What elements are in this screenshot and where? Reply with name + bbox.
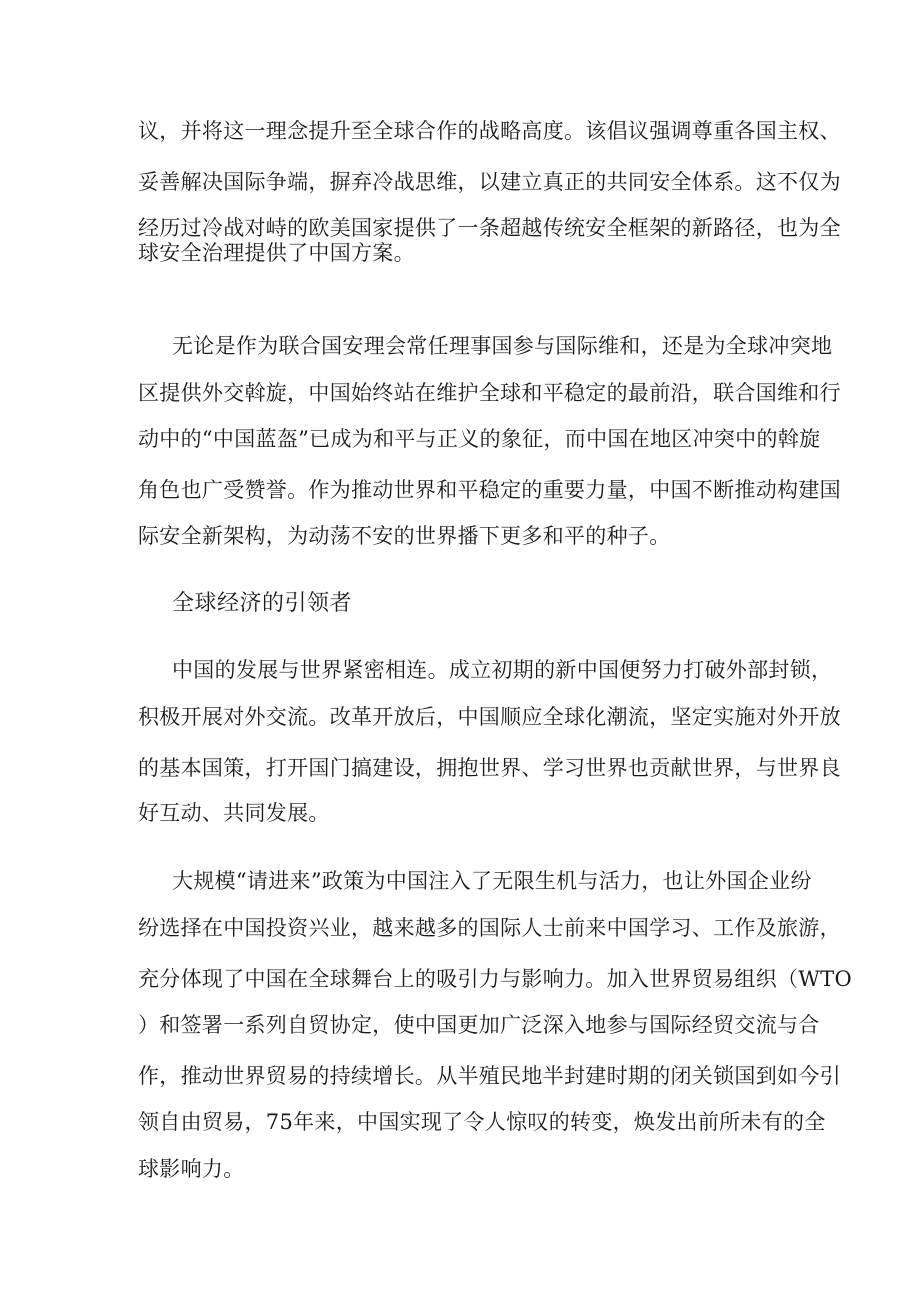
paragraph-line: 角色也广受赞誉。作为推动世界和平稳定的重要力量，中国不断推动构建国 bbox=[138, 478, 841, 502]
paragraph-line: 积极开展对外交流。改革开放后，中国顺应全球化潮流，坚定实施对外开放 bbox=[138, 705, 841, 729]
paragraph-line: 议，并将这一理念提升至全球合作的战略高度。该倡议强调尊重各国主权、 bbox=[138, 119, 841, 143]
paragraph-line: 的基本国策，打开国门搞建设，拥抱世界、学习世界也贡献世界，与世界良 bbox=[138, 756, 841, 780]
paragraph-line: 纷选择在中国投资兴业，越来越多的国际人士前来中国学习、工作及旅游， bbox=[138, 916, 841, 940]
paragraph-line: 经历过冷战对峙的欧美国家提供了一条超越传统安全框架的新路径，也为全 bbox=[138, 216, 841, 240]
paragraph-line: 动中的“中国蓝盔”已成为和平与正义的象征，而中国在地区冲突中的斡旋 bbox=[138, 427, 821, 451]
paragraph-line: 球影响力。 bbox=[138, 1157, 245, 1181]
paragraph-line: 充分体现了中国在全球舞台上的吸引力与影响力。加入世界贸易组织（WTO bbox=[138, 967, 853, 991]
paragraph-line: 区提供外交斡旋，中国始终站在维护全球和平稳定的最前沿，联合国维和行 bbox=[138, 381, 841, 405]
section-heading: 全球经济的引领者 bbox=[172, 591, 353, 616]
paragraph-line: 领自由贸易，75年来，中国实现了令人惊叹的转变，焕发出前所未有的全 bbox=[138, 1110, 826, 1134]
paragraph-line: 作，推动世界贸易的持续增长。从半殖民地半封建时期的闭关锁国到如今引 bbox=[138, 1064, 841, 1088]
paragraph-line: 无论是作为联合国安理会常任理事国参与国际维和，还是为全球冲突地 bbox=[172, 334, 833, 358]
paragraph-line: 中国的发展与世界紧密相连。成立初期的新中国便努力打破外部封锁， bbox=[172, 658, 833, 682]
paragraph-line: 妥善解决国际争端，摒弃冷战思维，以建立真正的共同安全体系。这不仅为 bbox=[138, 170, 841, 194]
paragraph-line: 大规模“请进来”政策为中国注入了无限生机与活力，也让外国企业纷 bbox=[172, 869, 812, 893]
paragraph-line: 球安全治理提供了中国方案。 bbox=[138, 241, 415, 265]
paragraph-line: 好互动、共同发展。 bbox=[138, 801, 330, 825]
paragraph-line: ）和签署一系列自贸协定，使中国更加广泛深入地参与国际经贸交流与合 bbox=[138, 1013, 820, 1037]
paragraph-line: 际安全新架构，为动荡不安的世界播下更多和平的种子。 bbox=[138, 524, 671, 548]
